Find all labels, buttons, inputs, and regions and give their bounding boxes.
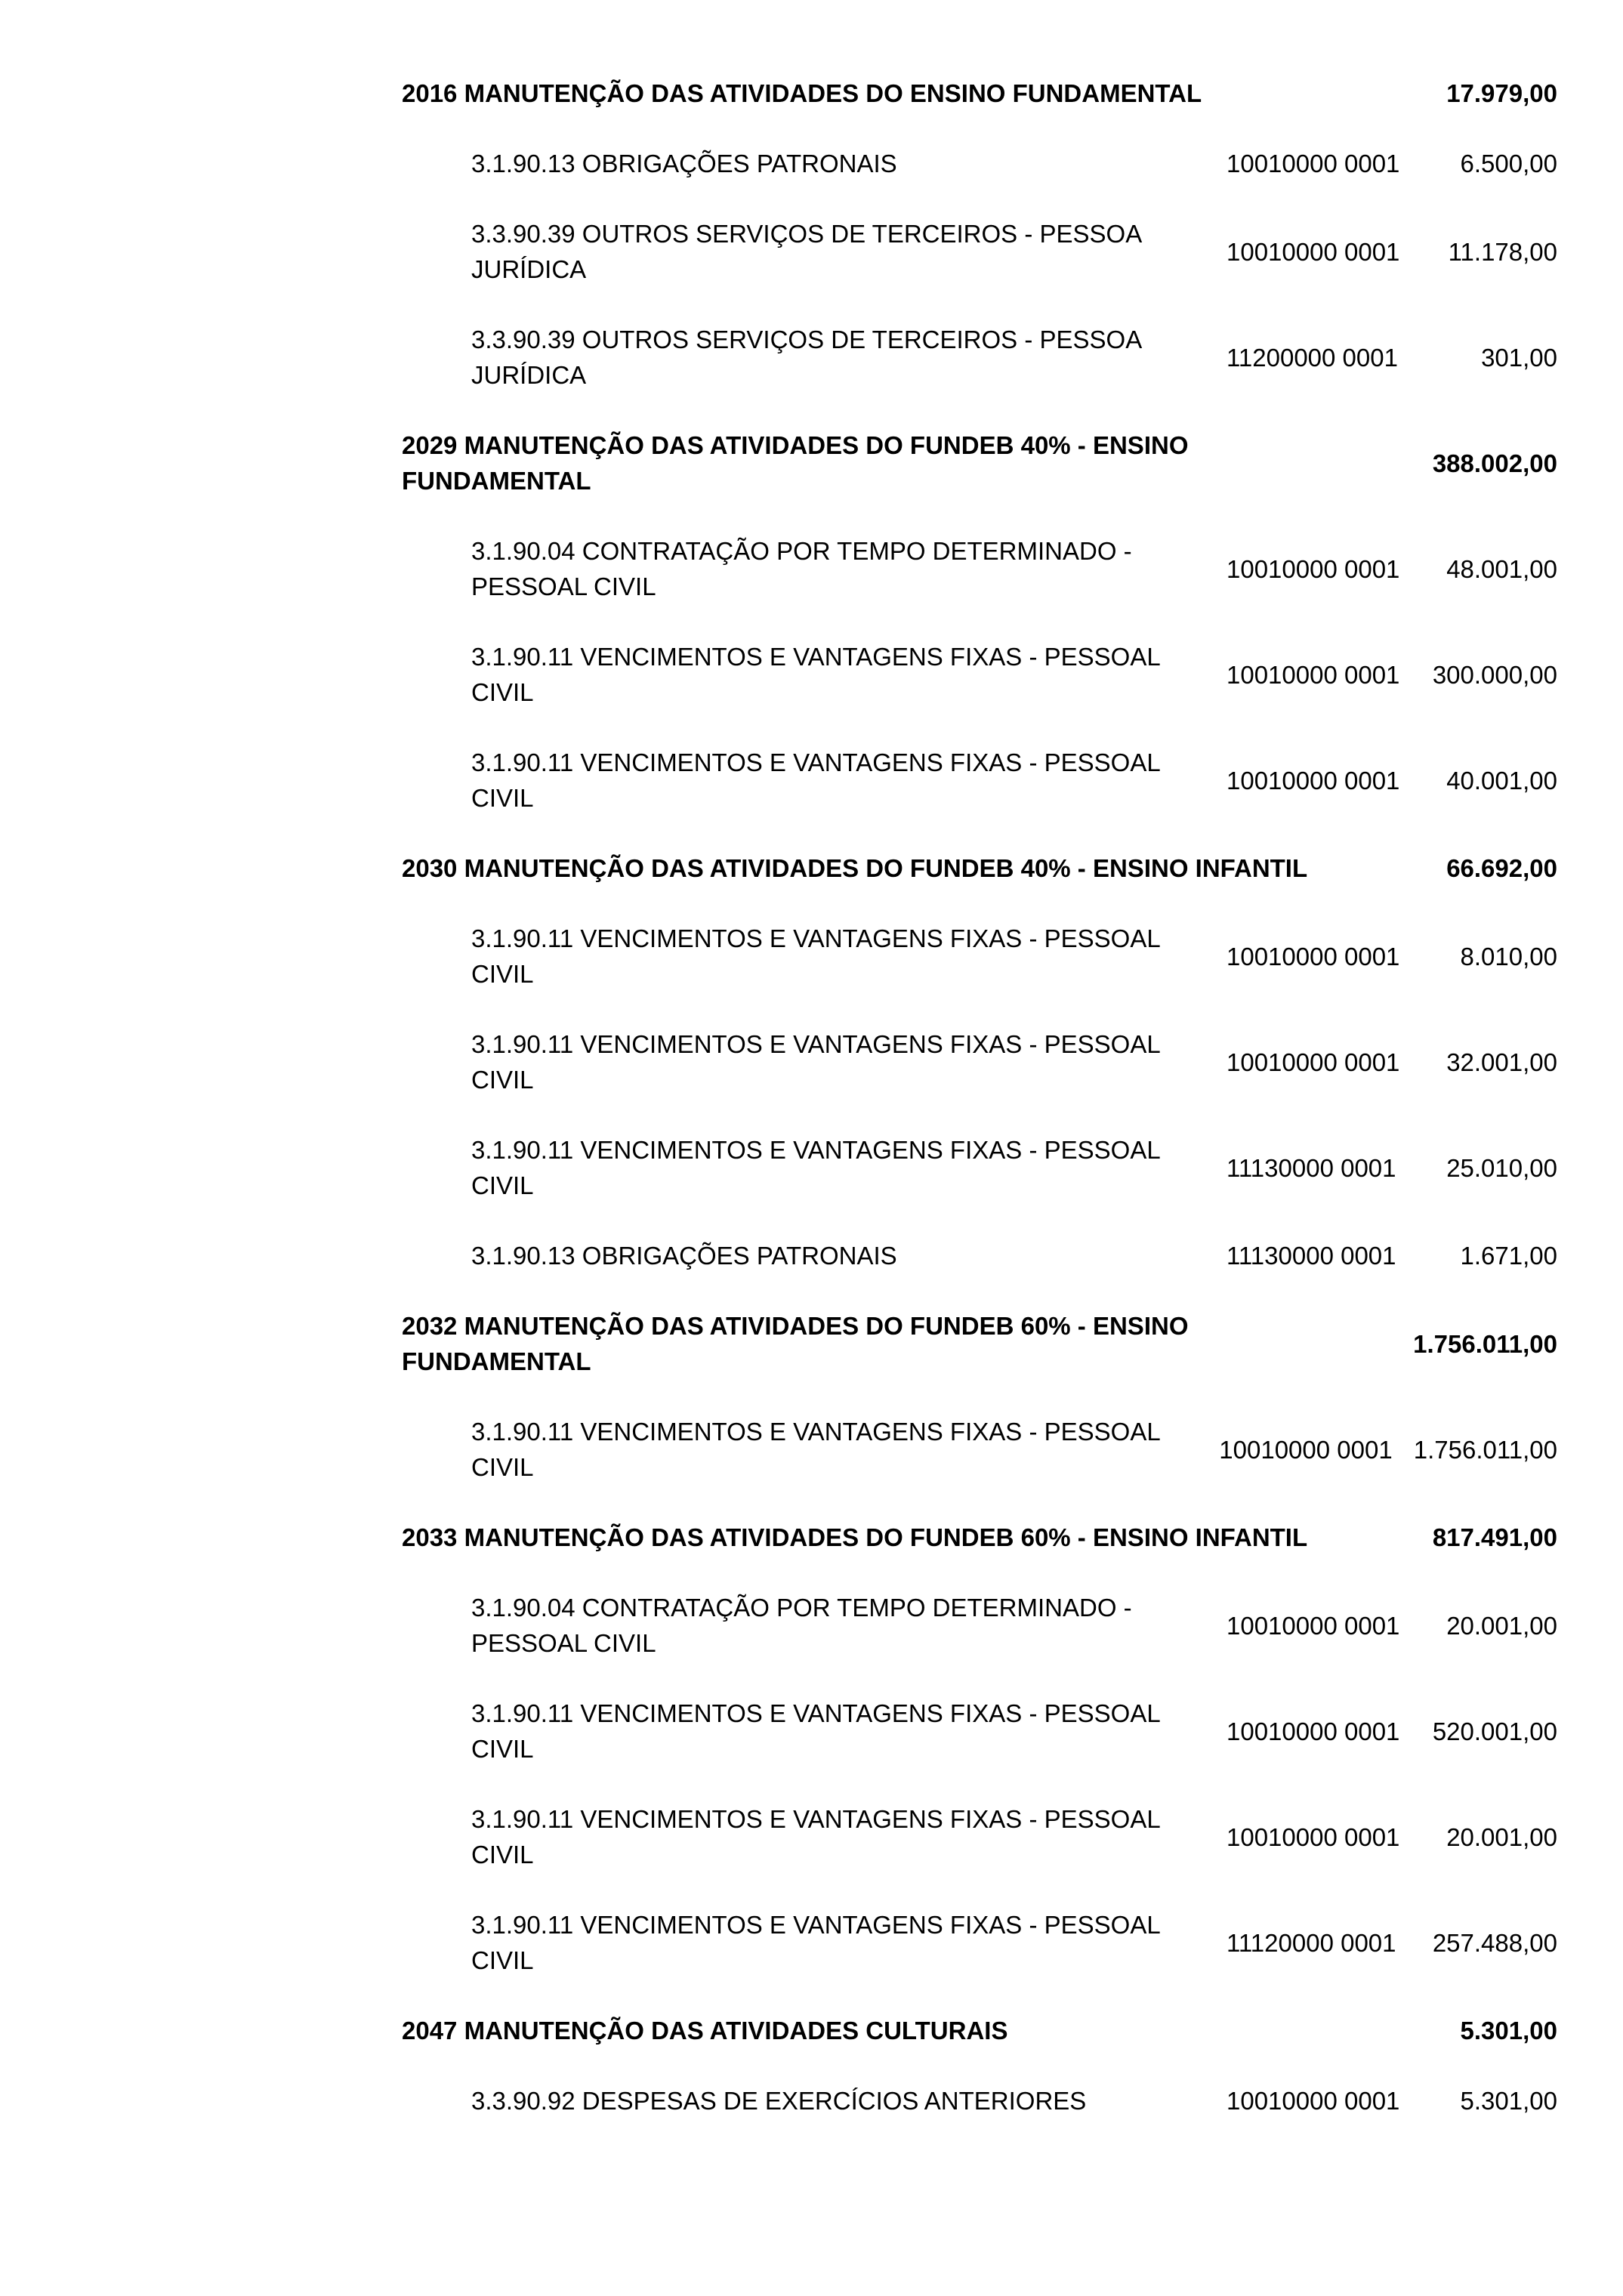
expense-description: 3.3.90.39 OUTROS SERVIÇOS DE TERCEIROS - PESSOA JURÍDICA [471,220,1141,283]
expense-row [402,1590,1557,1661]
budget-document [402,76,1557,2119]
expense-row [402,146,1557,181]
expense-value: 6.500,00 [1460,150,1557,177]
expense-description: 3.1.90.11 VENCIMENTOS E VANTAGENS FIXAS - PESSOAL CIVIL [471,924,1160,988]
expense-row [402,639,1557,710]
resource-code: 10010000 0001 [1227,2087,1400,2115]
expense-row [402,533,1557,604]
group-total: 66.692,00 [1446,854,1557,882]
action-group [402,427,1557,816]
group-total: 817.491,00 [1432,1523,1557,1551]
resource-code: 10010000 0001 [1227,660,1400,689]
action-group [402,2013,1557,2119]
expense-value: 1.671,00 [1460,1242,1557,1270]
expense-value: 1.756.011,00 [1413,1435,1557,1464]
expense-value: 520.001,00 [1432,1717,1557,1745]
expense-value: 257.488,00 [1432,1928,1557,1957]
action-group [402,1308,1557,1485]
expense-row [402,1026,1557,1097]
expense-row [402,2083,1557,2119]
group-header [402,427,1557,498]
expense-row [402,322,1557,393]
group-title: 2029 MANUTENÇÃO DAS ATIVIDADES DO FUNDEB 40% - ENSINO FUNDAMENTAL [402,431,1189,495]
expense-description: 3.1.90.04 CONTRATAÇÃO POR TEMPO DETERMINADO - PESSOAL CIVIL [471,1594,1132,1657]
group-title: 2016 MANUTENÇÃO DAS ATIVIDADES DO ENSINO FUNDAMENTAL [402,79,1202,107]
group-total: 5.301,00 [1460,2017,1557,2044]
resource-code: 10010000 0001 [1227,1717,1400,1745]
resource-code: 11130000 0001 [1227,1242,1396,1270]
expense-value: 11.178,00 [1448,237,1557,266]
resource-code: 11120000 0001 [1227,1928,1396,1957]
resource-code: 10010000 0001 [1219,1435,1393,1464]
expense-row [402,1132,1557,1203]
expense-description: 3.1.90.11 VENCIMENTOS E VANTAGENS FIXAS - PESSOAL CIVIL [471,1805,1160,1869]
resource-code: 10010000 0001 [1227,237,1400,266]
group-header [402,1308,1557,1379]
expense-description: 3.1.90.11 VENCIMENTOS E VANTAGENS FIXAS - PESSOAL CIVIL [471,748,1160,812]
expense-value: 300.000,00 [1432,660,1557,689]
resource-code: 10010000 0001 [1227,1048,1400,1076]
resource-code: 11130000 0001 [1227,1153,1396,1182]
expense-description: 3.1.90.13 OBRIGAÇÕES PATRONAIS [471,150,897,177]
group-title: 2030 MANUTENÇÃO DAS ATIVIDADES DO FUNDEB 40% - ENSINO INFANTIL [402,854,1308,882]
resource-code: 10010000 0001 [1227,554,1400,583]
resource-code: 10010000 0001 [1227,766,1400,795]
group-header [402,850,1557,886]
group-total: 1.756.011,00 [1413,1329,1557,1358]
expense-description: 3.1.90.13 OBRIGAÇÕES PATRONAIS [471,1242,897,1270]
expense-value: 25.010,00 [1446,1153,1557,1182]
resource-code: 10010000 0001 [1227,150,1400,177]
group-title: 2047 MANUTENÇÃO DAS ATIVIDADES CULTURAIS [402,2017,1008,2044]
group-header [402,1520,1557,1555]
expense-row [402,921,1557,992]
resource-code: 10010000 0001 [1227,1822,1400,1851]
resource-code: 10010000 0001 [1227,942,1400,971]
expense-value: 5.301,00 [1460,2087,1557,2115]
expense-description: 3.1.90.11 VENCIMENTOS E VANTAGENS FIXAS - PESSOAL CIVIL [471,643,1160,706]
expense-row [402,1414,1557,1485]
expense-value: 20.001,00 [1446,1611,1557,1640]
expense-description: 3.1.90.11 VENCIMENTOS E VANTAGENS FIXAS - PESSOAL CIVIL [471,1136,1160,1199]
expense-value: 301,00 [1481,343,1557,372]
expense-description: 3.1.90.11 VENCIMENTOS E VANTAGENS FIXAS - PESSOAL CIVIL [471,1699,1160,1763]
expense-description: 3.1.90.11 VENCIMENTOS E VANTAGENS FIXAS - PESSOAL CIVIL [471,1418,1160,1481]
expense-row [402,1238,1557,1273]
expense-row [402,216,1557,287]
group-total: 17.979,00 [1446,79,1557,107]
expense-description: 3.1.90.04 CONTRATAÇÃO POR TEMPO DETERMINADO - PESSOAL CIVIL [471,537,1132,600]
expense-value: 40.001,00 [1446,766,1557,795]
expense-description: 3.3.90.92 DESPESAS DE EXERCÍCIOS ANTERIORES [471,2087,1087,2115]
action-group [402,850,1557,1273]
resource-code: 11200000 0001 [1227,343,1398,372]
expense-value: 8.010,00 [1460,942,1557,971]
group-header [402,76,1557,111]
expense-value: 48.001,00 [1446,554,1557,583]
expense-value: 20.001,00 [1446,1822,1557,1851]
group-total: 388.002,00 [1432,449,1557,477]
expense-value: 32.001,00 [1446,1048,1557,1076]
expense-row [402,1696,1557,1767]
action-group [402,76,1557,393]
expense-row [402,745,1557,816]
expense-description: 3.1.90.11 VENCIMENTOS E VANTAGENS FIXAS - PESSOAL CIVIL [471,1911,1160,1974]
expense-description: 3.1.90.11 VENCIMENTOS E VANTAGENS FIXAS - PESSOAL CIVIL [471,1030,1160,1094]
expense-description: 3.3.90.39 OUTROS SERVIÇOS DE TERCEIROS - PESSOA JURÍDICA [471,326,1141,389]
expense-row [402,1801,1557,1872]
expense-row [402,1907,1557,1978]
resource-code: 10010000 0001 [1227,1611,1400,1640]
group-title: 2032 MANUTENÇÃO DAS ATIVIDADES DO FUNDEB 60% - ENSINO FUNDAMENTAL [402,1312,1189,1375]
action-group [402,1520,1557,1978]
group-title: 2033 MANUTENÇÃO DAS ATIVIDADES DO FUNDEB 60% - ENSINO INFANTIL [402,1523,1308,1551]
group-header [402,2013,1557,2048]
